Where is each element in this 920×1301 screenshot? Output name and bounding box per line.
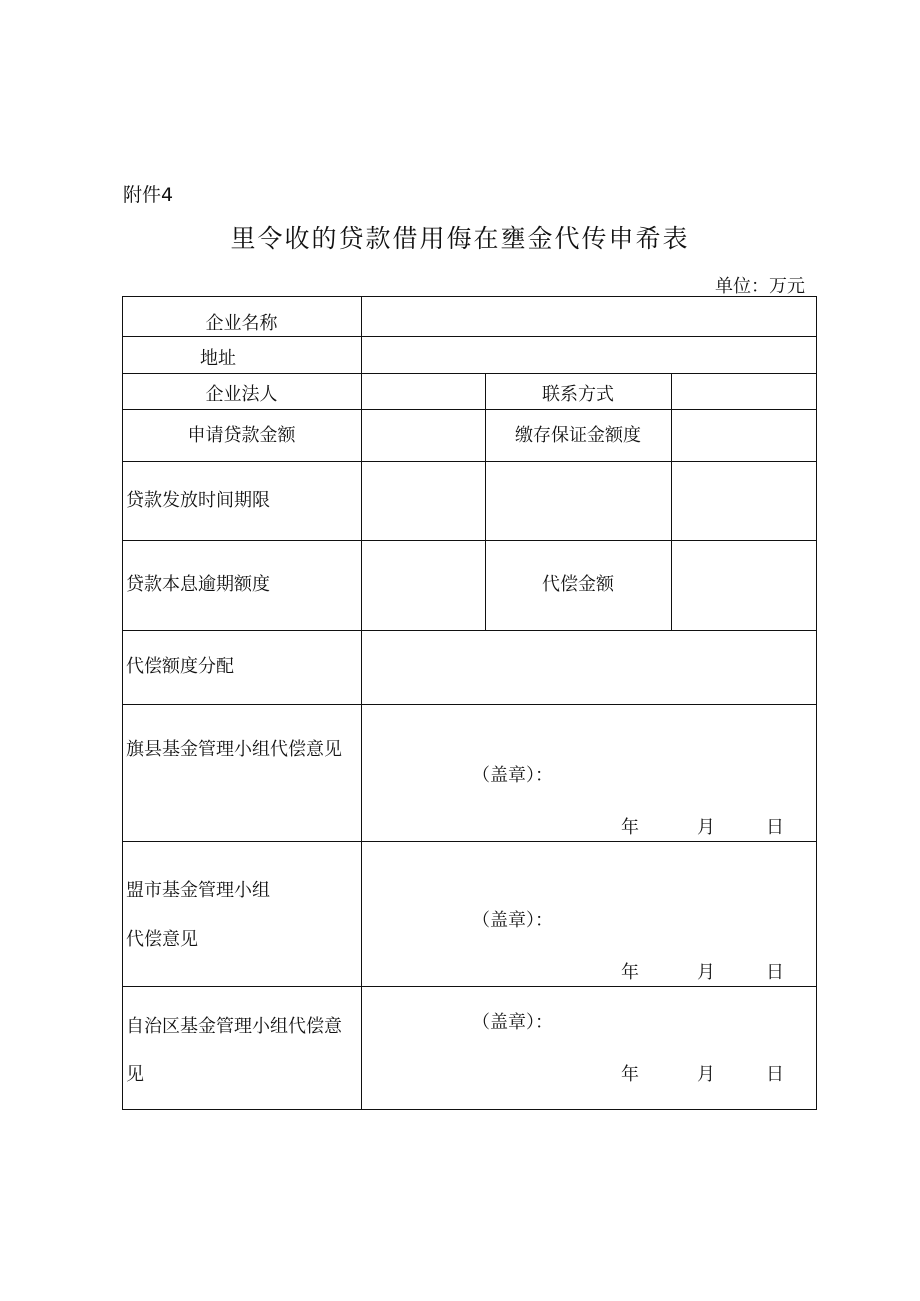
allocation-field[interactable] xyxy=(362,631,816,704)
region-opinion-label: 自治区基金管理小组代偿意见 xyxy=(126,1016,342,1085)
overdue-field[interactable] xyxy=(362,541,485,630)
legal-rep-field[interactable] xyxy=(362,374,485,409)
league-day: 日 xyxy=(766,962,784,983)
contact-label: 联系方式 xyxy=(542,384,614,405)
compensation-amount-label: 代偿金额 xyxy=(542,574,614,595)
compensation-amount-field[interactable] xyxy=(672,541,816,630)
league-month: 月 xyxy=(697,962,715,983)
loan-period-field[interactable] xyxy=(362,462,816,540)
deposit-field[interactable] xyxy=(672,410,816,461)
company-name-label: 企业名称 xyxy=(205,313,278,334)
county-seal: （盖章）： xyxy=(472,765,553,786)
row-divider xyxy=(122,704,817,705)
deposit-label: 缴存保证金额度 xyxy=(515,425,641,446)
address-field[interactable] xyxy=(362,337,816,373)
legal-rep-label: 企业法人 xyxy=(205,384,278,405)
form-title: 里令收的贷款借用侮在壅金代传申希表 xyxy=(230,224,690,253)
overdue-label: 贷款本息逾期额度 xyxy=(126,574,270,595)
allocation-label: 代偿额度分配 xyxy=(126,656,234,677)
unit-label: 单位：万元 xyxy=(715,276,805,297)
loan-period-label: 贷款发放时间期限 xyxy=(126,490,270,511)
loan-amount-label: 申请贷款金额 xyxy=(187,425,296,446)
league-seal: （盖章）： xyxy=(472,910,553,931)
row-divider xyxy=(122,986,817,987)
loan-amount-field[interactable] xyxy=(362,410,485,461)
region-year: 年 xyxy=(621,1064,639,1085)
company-name-field[interactable] xyxy=(362,297,816,336)
address-label: 地址 xyxy=(200,348,236,369)
row-divider xyxy=(122,841,817,842)
contact-field[interactable] xyxy=(672,374,816,409)
region-seal: （盖章）： xyxy=(472,1012,553,1033)
county-day: 日 xyxy=(766,817,784,838)
county-month: 月 xyxy=(697,817,715,838)
region-day: 日 xyxy=(766,1064,784,1085)
attachment-label: 附件4 xyxy=(123,184,174,206)
region-month: 月 xyxy=(697,1064,715,1085)
league-year: 年 xyxy=(621,962,639,983)
county-opinion-label: 旗县基金管理小组代偿意见 xyxy=(126,739,342,760)
league-opinion-label-line2: 代偿意见 xyxy=(126,929,198,950)
league-opinion-label-line1: 盟市基金管理小组 xyxy=(126,880,270,901)
county-year: 年 xyxy=(621,817,639,838)
